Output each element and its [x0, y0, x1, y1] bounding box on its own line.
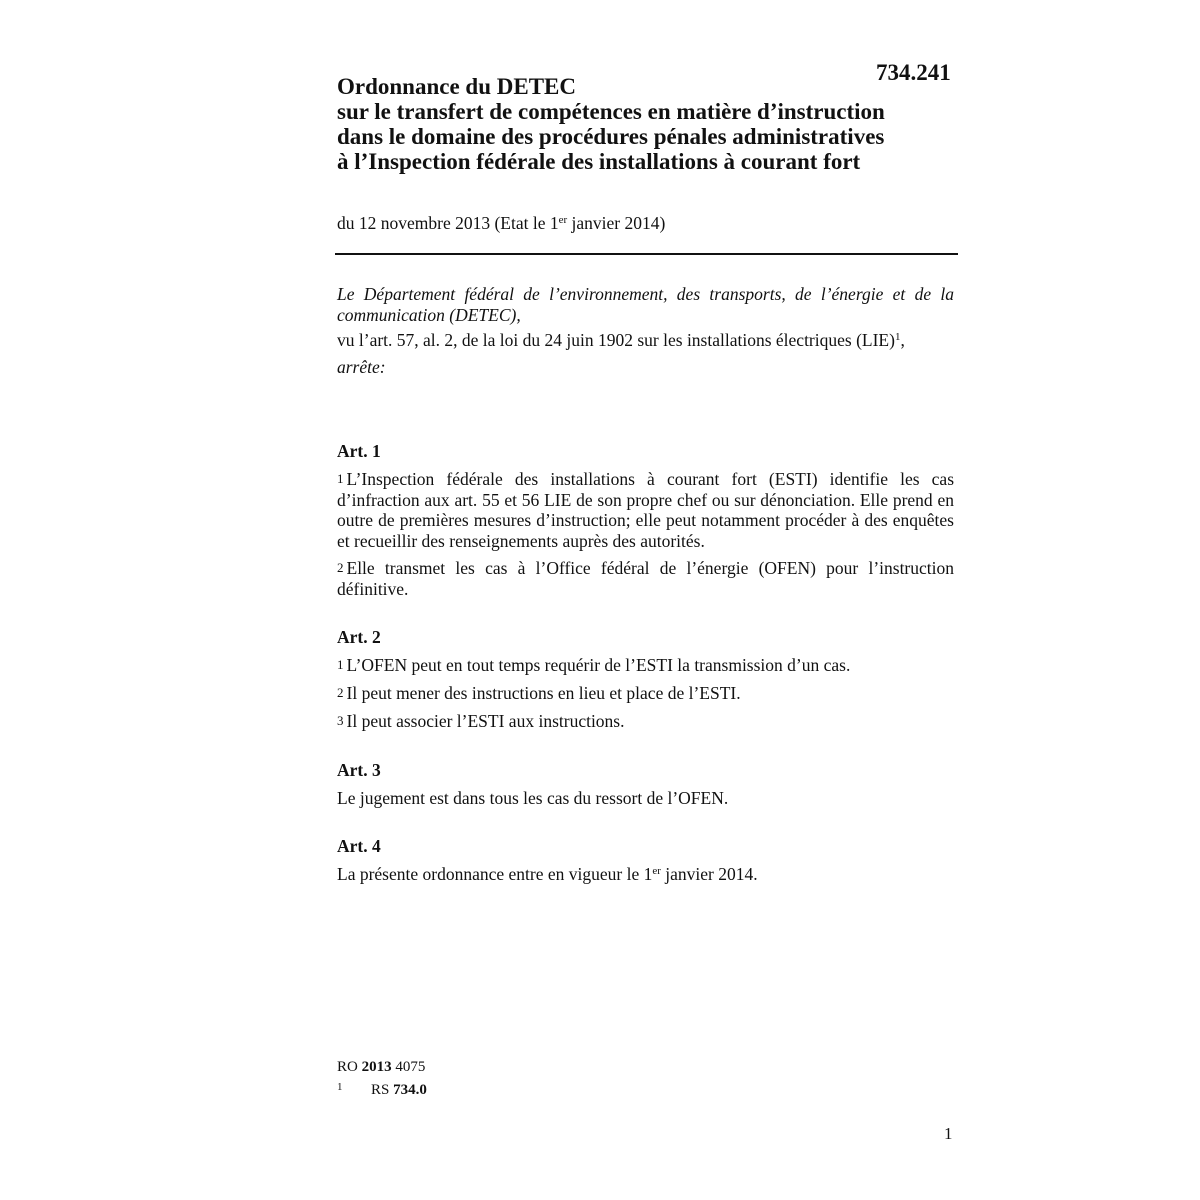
- title-line: dans le domaine des procédures pénales administratives: [337, 124, 885, 149]
- title-line: Ordonnance du DETEC: [337, 74, 577, 99]
- title-line: à l’Inspection fédérale des installations à courant fort: [337, 149, 861, 174]
- preamble-authority: Le Département fédéral de l’environnement, des transports, de l’énergie et de la communication (DETEC),: [337, 284, 954, 325]
- paragraph-text: L’OFEN peut en tout temps requérir de l’ESTI la transmission d’un cas.: [346, 655, 851, 675]
- article-paragraph: Le jugement est dans tous les cas du ressort de l’OFEN.: [337, 788, 729, 808]
- article-heading: Art. 4: [337, 836, 381, 856]
- article-paragraph: [337, 558, 954, 599]
- document-title: [337, 74, 957, 174]
- footnotes: [337, 1057, 427, 1100]
- footnote-ref[interactable]: 1: [894, 331, 901, 343]
- ro-page: 4075: [391, 1059, 426, 1075]
- horizontal-rule: [335, 253, 958, 255]
- ro-reference: [337, 1057, 427, 1077]
- article-paragraph: [337, 469, 954, 551]
- footnote-prefix: RS: [371, 1082, 394, 1098]
- paragraph-text: Il peut associer l’ESTI aux instructions.: [346, 711, 625, 731]
- paragraph-text: Elle transmet les cas à l’Office fédéral de l’énergie (OFEN) pour l’instruction définitive.: [337, 558, 954, 599]
- preamble-basis-text: vu l’art. 57, al. 2, de la loi du 24 juin 1902 sur les installations électriques (LIE): [337, 330, 895, 350]
- paragraph-number: 2: [337, 685, 344, 700]
- date-suffix: janvier 2014): [567, 213, 666, 233]
- date-line: [337, 213, 665, 234]
- paragraph-number: 3: [337, 713, 344, 728]
- article-paragraph: [337, 655, 954, 676]
- paragraph-number: 1: [337, 657, 344, 672]
- article-heading: Art. 3: [337, 760, 381, 780]
- article-paragraph: [337, 864, 954, 885]
- paragraph-text-prefix: La présente ordonnance entre en vigueur le 1: [337, 864, 653, 884]
- ordinal-superscript: er: [652, 865, 661, 877]
- paragraph-number: 2: [337, 560, 344, 575]
- page-number: 1: [944, 1124, 953, 1143]
- preamble-basis-end: ,: [900, 330, 905, 350]
- date-superscript: er: [558, 214, 568, 226]
- article-paragraph: [337, 711, 954, 732]
- preamble-basis: [337, 330, 954, 351]
- sr-number: 734.241: [876, 60, 951, 85]
- paragraph-text-suffix: janvier 2014.: [660, 864, 758, 884]
- date-prefix: du 12 novembre 2013 (Etat le 1: [337, 213, 559, 233]
- ro-prefix: RO: [337, 1059, 362, 1075]
- footnote-mark: 1: [337, 1081, 343, 1093]
- paragraph-text: Il peut mener des instructions en lieu et place de l’ESTI.: [346, 683, 741, 703]
- article-paragraph: [337, 683, 954, 704]
- article-heading: Art. 2: [337, 627, 381, 647]
- footnote-1: [337, 1077, 427, 1100]
- preamble-decree: arrête:: [337, 357, 386, 377]
- ro-year: 2013: [361, 1059, 392, 1075]
- footnote-ref-number: 734.0: [393, 1082, 427, 1098]
- paragraph-text: L’Inspection fédérale des installations à courant fort (ESTI) identifie les cas d’infraction aux art. 55 et 56 LIE de son propre chef ou sur dénonciation. Elle prend en outre de premières mesures d’instruction; elle peut notamment procéder à des enquêtes et recueillir des renseignements auprès des autorités.: [337, 469, 954, 551]
- paragraph-number: 1: [337, 471, 344, 486]
- article-heading: Art. 1: [337, 441, 381, 461]
- title-line: sur le transfert de compétences en matière d’instruction: [337, 99, 885, 124]
